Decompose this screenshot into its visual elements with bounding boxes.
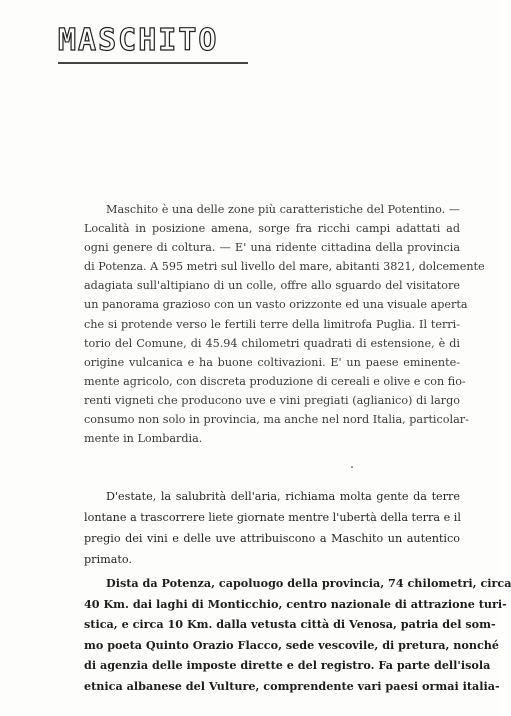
text-line: mo poeta Quinto Orazio Flacco, sede vescovile, di pretura, nonché [84,637,500,652]
text-line: 40 Km. dai laghi di Monticchio, centro nazionale di attrazione turi- [84,596,507,611]
text-line: mente in Lombardia. [84,432,203,446]
text-line: mente agricolo, con discreta produzione di cereali e olive e con fio- [84,374,466,388]
paragraph-3 [84,574,511,698]
text-line: di Potenza. A 595 metri sul livello del mare, abitanti 3821, dolcemente [84,260,485,274]
text-line: lontane a trascorrere liete giornate mentre l'ubertà della terra e il [84,511,461,524]
text-line: adagiata sull'altipiano di un colle, offre allo sguardo del visitatore [84,279,460,293]
paragraph-2 [84,487,460,571]
text-line: di agenzia delle imposte dirette e del registro. Fa parte dell'isola [84,658,491,673]
print-speck [351,466,353,468]
text-line: Maschito è una delle zone più caratteristiche del Potentino. — [106,203,460,216]
text-line: etnica albanese del Vulture, comprendente vari paesi ormai italia- [84,678,500,693]
text-line: Dista da Potenza, capoluogo della provincia, 74 chilometri, circa [106,576,511,590]
text-line: renti vigneti che producono uve e vini pregiati (aglianico) di largo [84,393,460,407]
text-line: origine vulcanica e ha buone coltivazioni. E' un paese eminente- [84,355,460,369]
paragraph-1 [84,200,485,448]
text-line: torio del Comune, di 45.94 chilometri quadrati di estensione, è di [84,336,460,350]
text-line: consumo non solo in provincia, ma anche nel nord Italia, particolar- [84,413,469,427]
text-line: pregio dei vini e delle uve attribuiscono a Maschito un autentico [84,532,460,545]
text-line: ogni genere di coltura. — E' una ridente cittadina della provincia [84,241,460,255]
title-underline [58,62,248,64]
text-line: che si protende verso le fertili terre della limitrofa Puglia. Il terri- [84,317,460,331]
text-line: stica, e circa 10 Km. dalla vetusta città di Venosa, patria del som- [84,617,496,632]
page-title: MASCHITO [58,23,219,58]
text-line: un panorama grazioso con un vasto orizzonte ed una visuale aperta [84,298,468,312]
text-line: Località in posizione amena, sorge fra ricchi campi adattati ad [84,222,460,236]
text-line: D'estate, la salubrità dell'aria, richiama molta gente da terre [106,490,460,503]
text-line: primato. [84,553,132,566]
